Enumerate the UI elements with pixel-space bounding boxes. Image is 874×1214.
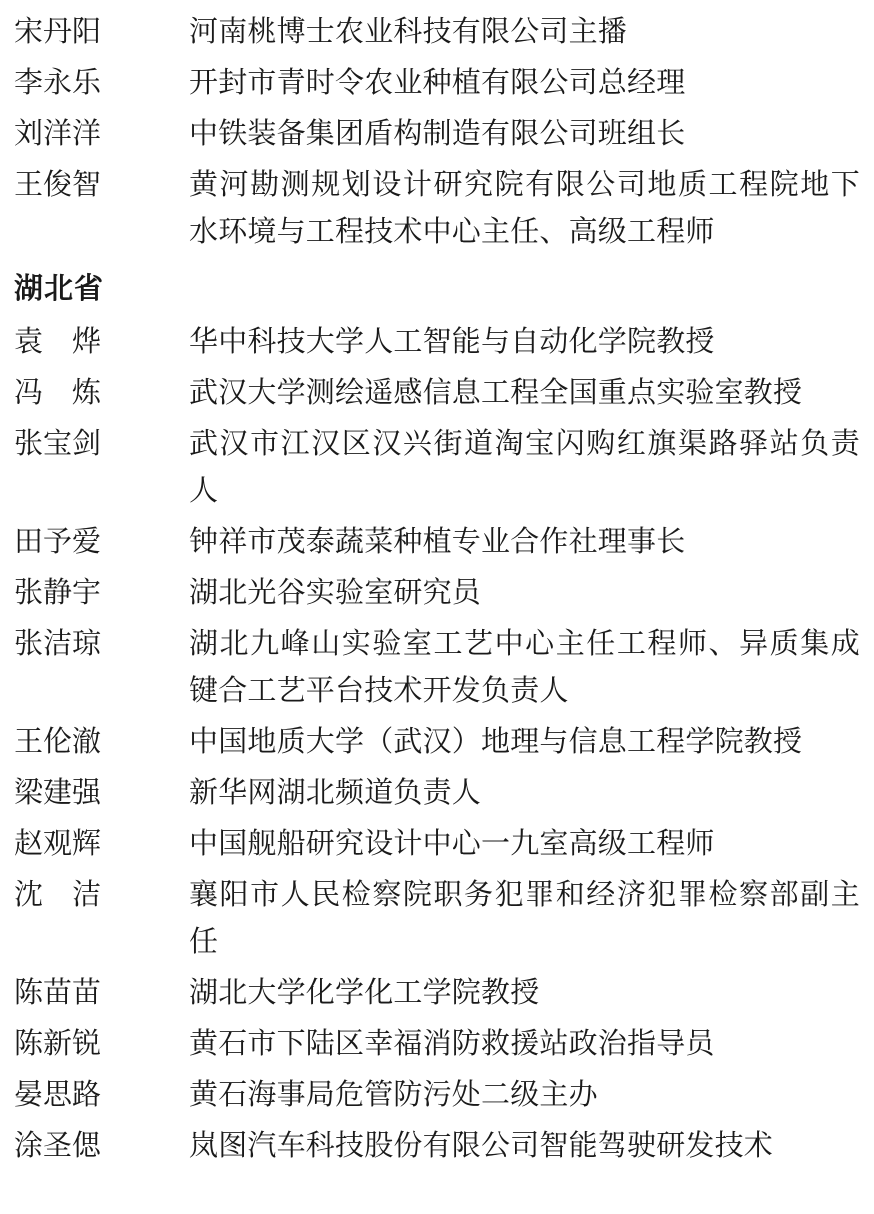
person-title: 黄河勘测规划设计研究院有限公司地质工程院地下水环境与工程技术中心主任、高级工程师 (189, 167, 860, 248)
entry-list-top (14, 8, 860, 255)
person-name: 王伦澈 (14, 724, 102, 758)
list-item (14, 1020, 860, 1067)
person-title: 湖北大学化学化工学院教授 (189, 975, 540, 1009)
person-name: 涂圣偲 (14, 1128, 102, 1162)
person-name: 冯 炼 (14, 375, 102, 409)
person-name: 王俊智 (14, 167, 102, 201)
person-name: 陈新锐 (14, 1026, 102, 1060)
list-item (14, 871, 860, 965)
person-title: 新华网湖北频道负责人 (189, 775, 482, 809)
person-name: 梁建强 (14, 775, 102, 809)
person-title: 武汉大学测绘遥感信息工程全国重点实验室教授 (189, 375, 803, 409)
list-item (14, 369, 860, 416)
person-name: 张洁琼 (14, 626, 102, 660)
list-item (14, 59, 860, 106)
person-title: 湖北九峰山实验室工艺中心主任工程师、异质集成键合工艺平台技术开发负责人 (189, 626, 860, 707)
list-item (14, 969, 860, 1016)
person-title: 中铁装备集团盾构制造有限公司班组长 (189, 116, 686, 150)
person-title: 武汉市江汉区汉兴街道淘宝闪购红旗渠路驿站负责人 (189, 426, 860, 507)
person-name: 张宝剑 (14, 426, 102, 460)
list-item (14, 161, 860, 255)
list-item (14, 318, 860, 365)
person-title: 钟祥市茂泰蔬菜种植专业合作社理事长 (189, 524, 686, 558)
person-title: 黄石市下陆区幸福消防救援站政治指导员 (189, 1026, 715, 1060)
person-title: 襄阳市人民检察院职务犯罪和经济犯罪检察部副主任 (189, 877, 860, 958)
person-name: 陈苗苗 (14, 975, 102, 1009)
list-item (14, 518, 860, 565)
person-name: 宋丹阳 (14, 14, 102, 48)
person-name: 袁 烨 (14, 324, 102, 358)
person-name: 李永乐 (14, 65, 102, 99)
list-item (14, 8, 860, 55)
person-title: 中国地质大学（武汉）地理与信息工程学院教授 (189, 724, 803, 758)
person-name: 赵观辉 (14, 826, 102, 860)
person-title: 华中科技大学人工智能与自动化学院教授 (189, 324, 715, 358)
list-item (14, 110, 860, 157)
person-name: 张静宇 (14, 575, 102, 609)
person-name: 晏思路 (14, 1077, 102, 1111)
list-item (14, 718, 860, 765)
list-item (14, 620, 860, 714)
person-title: 开封市青时令农业种植有限公司总经理 (189, 65, 686, 99)
list-item (14, 569, 860, 616)
entry-list-province (14, 318, 860, 1169)
list-item (14, 1122, 860, 1169)
person-title: 湖北光谷实验室研究员 (189, 575, 482, 609)
person-name: 刘洋洋 (14, 116, 102, 150)
list-item (14, 420, 860, 514)
list-item (14, 1071, 860, 1118)
list-item (14, 769, 860, 816)
person-name: 沈 洁 (14, 877, 102, 911)
section-heading-province: 湖北省 (14, 271, 105, 305)
person-title: 河南桃博士农业科技有限公司主播 (189, 14, 628, 48)
person-name: 田予爱 (14, 524, 102, 558)
person-title: 黄石海事局危管防污处二级主办 (189, 1077, 598, 1111)
person-title: 岚图汽车科技股份有限公司智能驾驶研发技术 (189, 1128, 774, 1162)
list-item (14, 820, 860, 867)
person-title: 中国舰船研究设计中心一九室高级工程师 (189, 826, 715, 860)
